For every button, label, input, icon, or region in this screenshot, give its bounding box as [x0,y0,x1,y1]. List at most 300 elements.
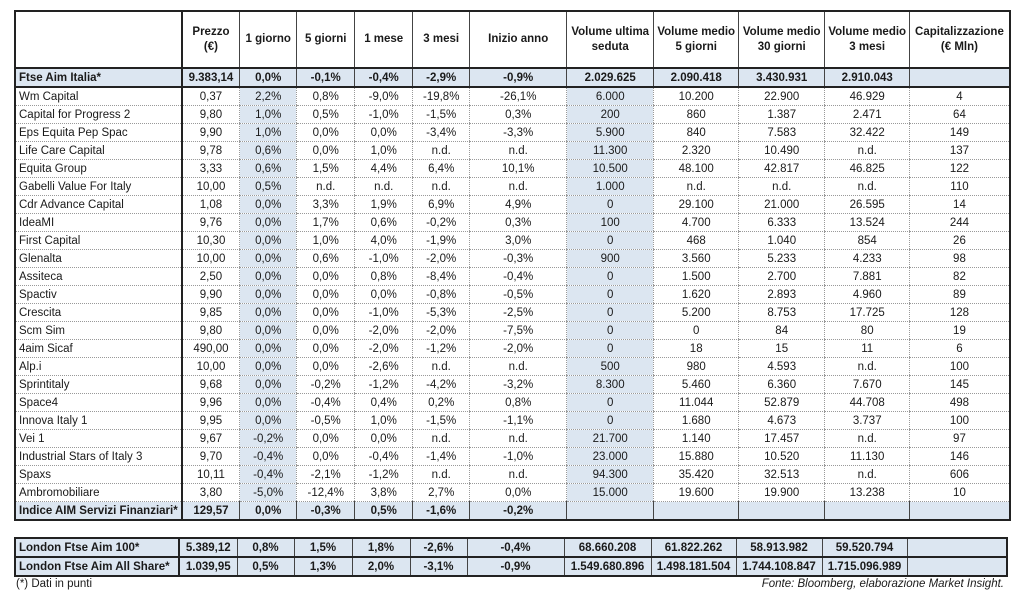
cell-capitalizzazione: 100 [910,412,1010,430]
cell-prezzo: 2,50 [182,268,240,286]
cell-inizio-anno: n.d. [470,358,567,376]
cell-volume-medio-3-mesi: 2.910.043 [825,68,910,87]
table-row [15,106,1010,124]
cell-inizio-anno: 0,0% [470,484,567,502]
cell-3-mesi: -3,4% [413,124,470,142]
cell-5-giorni: -0,5% [297,412,355,430]
cell-volume-medio-3-mesi: n.d. [825,178,910,196]
footnote: (*) Dati in punti [16,578,93,590]
cell-volume-ultima-seduta: 0 [567,394,654,412]
cell-prezzo: 9,68 [182,376,240,394]
table-row [15,394,1010,412]
table-row [15,376,1010,394]
cell-1-mese: -0,4% [355,68,413,87]
cell-name: 4aim Sicaf [15,340,182,358]
cell-inizio-anno: -0,5% [470,286,567,304]
cell-1-giorno: 0,0% [240,502,297,521]
cell-name: Spaxs [15,466,182,484]
cell-prezzo: 9,67 [182,430,240,448]
cell-inizio-anno: -1,0% [470,448,567,466]
cell-1-giorno: -0,2% [240,430,297,448]
cell-1-mese: 0,0% [355,124,413,142]
cell-3-mesi: -8,4% [413,268,470,286]
london-indices-table [14,537,1008,577]
cell-3-mesi: -2,9% [413,68,470,87]
header-inizio-anno: Inizio anno [470,11,567,68]
cell-5-giorni: 1,3% [294,557,352,576]
cell-volume-ultima-seduta: 100 [567,214,654,232]
cell-capitalizzazione: 97 [910,430,1010,448]
cell-5-giorni: -0,1% [297,68,355,87]
cell-volume-medio-5-giorni: 61.822.262 [651,538,736,557]
cell-5-giorni: 0,0% [297,268,355,286]
cell-name: Equita Group [15,160,182,178]
cell-1-giorno: 0,0% [240,214,297,232]
cell-volume-ultima-seduta: 6.000 [567,87,654,106]
cell-inizio-anno: -0,4% [470,268,567,286]
cell-volume-ultima-seduta: 200 [567,106,654,124]
cell-volume-medio-3-mesi: 44.708 [825,394,910,412]
cell-volume-ultima-seduta: 0 [567,322,654,340]
cell-volume-medio-5-giorni: 1.500 [654,268,739,286]
header-5-giorni: 5 giorni [297,11,355,68]
cell-5-giorni: 0,5% [297,106,355,124]
cell-1-mese: 0,4% [355,394,413,412]
cell-prezzo: 10,11 [182,466,240,484]
cell-1-giorno: 1,0% [240,124,297,142]
cell-volume-medio-3-mesi: 4.233 [825,250,910,268]
cell-volume-medio-30-giorni: 2.700 [739,268,825,286]
cell-volume-medio-5-giorni: 1.498.181.504 [651,557,736,576]
cell-1-mese: 0,8% [355,268,413,286]
cell-1-giorno: 0,5% [237,557,294,576]
cell-inizio-anno: 0,3% [470,106,567,124]
cell-volume-medio-30-giorni: 7.583 [739,124,825,142]
cell-1-giorno: 0,0% [240,68,297,87]
cell-name: Glenalta [15,250,182,268]
cell-1-mese: 3,8% [355,484,413,502]
cell-volume-medio-5-giorni: 840 [654,124,739,142]
cell-capitalizzazione: 10 [910,484,1010,502]
cell-name: Scm Sim [15,322,182,340]
cell-volume-medio-30-giorni: n.d. [739,178,825,196]
cell-volume-medio-30-giorni [739,502,825,521]
cell-3-mesi: -3,1% [410,557,467,576]
cell-inizio-anno: -7,5% [470,322,567,340]
cell-capitalizzazione: 64 [910,106,1010,124]
cell-volume-medio-5-giorni: 860 [654,106,739,124]
table-row [15,286,1010,304]
cell-5-giorni: 0,6% [297,250,355,268]
cell-name: Crescita [15,304,182,322]
cell-3-mesi: -2,0% [413,322,470,340]
cell-volume-medio-5-giorni: 1.620 [654,286,739,304]
cell-prezzo: 1.039,95 [179,557,237,576]
table-row [15,484,1010,502]
cell-volume-medio-30-giorni: 3.430.931 [739,68,825,87]
cell-1-mese: -1,2% [355,466,413,484]
cell-1-mese: 1,0% [355,412,413,430]
cell-volume-ultima-seduta: 0 [567,340,654,358]
cell-volume-medio-30-giorni: 22.900 [739,87,825,106]
table-row [15,322,1010,340]
cell-5-giorni: 0,0% [297,358,355,376]
table-row [15,87,1010,106]
cell-1-giorno: 0,0% [240,250,297,268]
cell-1-giorno: 0,0% [240,196,297,214]
cell-1-giorno: -5,0% [240,484,297,502]
cell-capitalizzazione: 606 [910,466,1010,484]
cell-1-mese: 1,9% [355,196,413,214]
cell-volume-medio-5-giorni: 11.044 [654,394,739,412]
cell-volume-medio-30-giorni: 58.913.982 [736,538,822,557]
cell-volume-medio-3-mesi: 2.471 [825,106,910,124]
header-capitalizzazione: Capitalizzazione (€ Mln) [910,11,1010,68]
cell-volume-ultima-seduta: 900 [567,250,654,268]
cell-inizio-anno: -0,2% [470,502,567,521]
cell-volume-medio-5-giorni [654,502,739,521]
cell-5-giorni: 0,0% [297,124,355,142]
cell-volume-medio-30-giorni: 5.233 [739,250,825,268]
cell-capitalizzazione: 100 [910,358,1010,376]
cell-1-mese: -2,0% [355,322,413,340]
cell-volume-medio-3-mesi [825,502,910,521]
cell-capitalizzazione: 82 [910,268,1010,286]
cell-capitalizzazione [907,538,1007,557]
cell-inizio-anno: 0,8% [470,394,567,412]
aim-stocks-table [14,10,1011,521]
cell-volume-medio-30-giorni: 6.333 [739,214,825,232]
cell-prezzo: 9.383,14 [182,68,240,87]
header-3-mesi: 3 mesi [413,11,470,68]
header-1-giorno: 1 giorno [240,11,297,68]
cell-5-giorni: 0,0% [297,430,355,448]
cell-volume-medio-5-giorni: 10.200 [654,87,739,106]
cell-1-mese: n.d. [355,178,413,196]
cell-name: London Ftse Aim 100* [15,538,179,557]
cell-volume-medio-3-mesi: 32.422 [825,124,910,142]
cell-5-giorni: 1,7% [297,214,355,232]
cell-capitalizzazione: 498 [910,394,1010,412]
cell-5-giorni: 0,0% [297,340,355,358]
cell-name: IdeaMI [15,214,182,232]
cell-prezzo: 9,95 [182,412,240,430]
cell-volume-medio-5-giorni: 4.700 [654,214,739,232]
cell-volume-ultima-seduta: 15.000 [567,484,654,502]
cell-inizio-anno: n.d. [470,142,567,160]
cell-inizio-anno: n.d. [470,178,567,196]
cell-inizio-anno: -1,1% [470,412,567,430]
cell-1-giorno: 0,6% [240,160,297,178]
cell-1-mese: -1,2% [355,376,413,394]
cell-volume-medio-30-giorni: 2.893 [739,286,825,304]
cell-1-mese: 2,0% [352,557,410,576]
cell-name: First Capital [15,232,182,250]
cell-volume-medio-5-giorni: 15.880 [654,448,739,466]
cell-inizio-anno: -2,5% [470,304,567,322]
cell-prezzo: 3,80 [182,484,240,502]
table-row [15,340,1010,358]
cell-prezzo: 0,37 [182,87,240,106]
cell-volume-medio-30-giorni: 52.879 [739,394,825,412]
header-volume-medio-5-giorni: Volume medio 5 giorni [654,11,739,68]
header-volume-medio-3-mesi: Volume medio 3 mesi [825,11,910,68]
index-row [15,538,1007,557]
cell-5-giorni: 1,5% [297,160,355,178]
cell-capitalizzazione: 137 [910,142,1010,160]
cell-volume-medio-30-giorni: 17.457 [739,430,825,448]
cell-3-mesi: -0,2% [413,214,470,232]
cell-3-mesi: -1,9% [413,232,470,250]
cell-prezzo: 9,96 [182,394,240,412]
cell-5-giorni: 0,0% [297,286,355,304]
cell-volume-medio-5-giorni: 2.320 [654,142,739,160]
table-row [15,232,1010,250]
cell-volume-medio-3-mesi: n.d. [825,430,910,448]
cell-3-mesi: n.d. [413,178,470,196]
header-prezzo: Prezzo (€) [182,11,240,68]
cell-name: Ftse Aim Italia* [15,68,182,87]
cell-volume-ultima-seduta: 21.700 [567,430,654,448]
cell-prezzo: 9,80 [182,106,240,124]
cell-volume-medio-5-giorni: 18 [654,340,739,358]
cell-3-mesi: 0,2% [413,394,470,412]
cell-volume-medio-3-mesi: 854 [825,232,910,250]
cell-prezzo: 9,70 [182,448,240,466]
cell-1-giorno: 0,0% [240,412,297,430]
cell-prezzo: 9,76 [182,214,240,232]
cell-inizio-anno: -0,9% [470,68,567,87]
cell-volume-ultima-seduta: 1.000 [567,178,654,196]
table-row [15,304,1010,322]
cell-volume-medio-30-giorni: 21.000 [739,196,825,214]
cell-5-giorni: -2,1% [297,466,355,484]
cell-volume-medio-3-mesi: 11 [825,340,910,358]
cell-inizio-anno: 4,9% [470,196,567,214]
cell-volume-medio-30-giorni: 10.520 [739,448,825,466]
cell-prezzo: 9,90 [182,124,240,142]
cell-1-mese: -9,0% [355,87,413,106]
cell-5-giorni: n.d. [297,178,355,196]
cell-3-mesi: -2,6% [410,538,467,557]
cell-volume-medio-5-giorni: 468 [654,232,739,250]
cell-name: Assiteca [15,268,182,286]
cell-3-mesi: -0,8% [413,286,470,304]
header-1-mese: 1 mese [355,11,413,68]
cell-capitalizzazione: 98 [910,250,1010,268]
cell-volume-medio-3-mesi: n.d. [825,466,910,484]
cell-3-mesi: n.d. [413,466,470,484]
cell-prezzo: 10,30 [182,232,240,250]
cell-volume-medio-3-mesi: n.d. [825,358,910,376]
cell-volume-medio-30-giorni: 4.673 [739,412,825,430]
cell-3-mesi: 6,4% [413,160,470,178]
cell-3-mesi: n.d. [413,358,470,376]
cell-1-mese: 4,0% [355,232,413,250]
cell-name: Capital for Progress 2 [15,106,182,124]
cell-prezzo: 5.389,12 [179,538,237,557]
cell-volume-medio-30-giorni: 1.040 [739,232,825,250]
cell-volume-ultima-seduta: 10.500 [567,160,654,178]
cell-volume-medio-30-giorni: 4.593 [739,358,825,376]
cell-1-giorno: -0,4% [240,466,297,484]
table-row [15,466,1010,484]
cell-inizio-anno: 0,3% [470,214,567,232]
cell-volume-ultima-seduta: 0 [567,286,654,304]
cell-5-giorni: 1,5% [294,538,352,557]
cell-inizio-anno: n.d. [470,430,567,448]
cell-3-mesi: -19,8% [413,87,470,106]
cell-prezzo: 490,00 [182,340,240,358]
cell-3-mesi: -1,5% [413,412,470,430]
cell-name: Vei 1 [15,430,182,448]
cell-3-mesi: -1,4% [413,448,470,466]
table-row [15,214,1010,232]
cell-prezzo: 3,33 [182,160,240,178]
cell-volume-medio-3-mesi: 4.960 [825,286,910,304]
cell-name: Cdr Advance Capital [15,196,182,214]
cell-1-mese: 0,0% [355,286,413,304]
cell-volume-medio-30-giorni: 1.387 [739,106,825,124]
cell-1-mese: 0,5% [355,502,413,521]
cell-inizio-anno: -3,2% [470,376,567,394]
cell-1-giorno: 1,0% [240,106,297,124]
cell-3-mesi: n.d. [413,430,470,448]
cell-volume-medio-3-mesi: 11.130 [825,448,910,466]
cell-1-giorno: 0,0% [240,322,297,340]
table-row [15,412,1010,430]
cell-volume-ultima-seduta: 0 [567,232,654,250]
cell-name: Life Care Capital [15,142,182,160]
cell-1-giorno: 0,0% [240,376,297,394]
cell-volume-ultima-seduta [567,502,654,521]
table-row [15,160,1010,178]
cell-volume-medio-30-giorni: 6.360 [739,376,825,394]
cell-inizio-anno: -0,9% [467,557,564,576]
cell-5-giorni: -0,4% [297,394,355,412]
source-note: Fonte: Bloomberg, elaborazione Market Insight. [761,578,1004,590]
cell-3-mesi: n.d. [413,142,470,160]
cell-name: Sprintitaly [15,376,182,394]
cell-volume-medio-5-giorni: 5.460 [654,376,739,394]
cell-prezzo: 9,85 [182,304,240,322]
cell-volume-medio-3-mesi: 46.929 [825,87,910,106]
cell-capitalizzazione: 26 [910,232,1010,250]
cell-5-giorni: 0,0% [297,142,355,160]
cell-volume-medio-3-mesi: 26.595 [825,196,910,214]
cell-name: Ambromobiliare [15,484,182,502]
cell-volume-medio-5-giorni: 19.600 [654,484,739,502]
cell-capitalizzazione [907,557,1007,576]
cell-volume-medio-3-mesi: 80 [825,322,910,340]
cell-volume-medio-3-mesi: 7.881 [825,268,910,286]
cell-inizio-anno: -0,3% [470,250,567,268]
cell-1-giorno: 0,0% [240,340,297,358]
cell-1-mese: 1,8% [352,538,410,557]
cell-volume-ultima-seduta: 0 [567,268,654,286]
cell-volume-ultima-seduta: 0 [567,304,654,322]
cell-volume-medio-3-mesi: 3.737 [825,412,910,430]
cell-prezzo: 9,90 [182,286,240,304]
cell-capitalizzazione: 146 [910,448,1010,466]
cell-1-giorno: 0,0% [240,304,297,322]
cell-1-mese: -1,0% [355,106,413,124]
cell-3-mesi: -1,6% [413,502,470,521]
cell-volume-ultima-seduta: 5.900 [567,124,654,142]
cell-volume-ultima-seduta: 8.300 [567,376,654,394]
cell-5-giorni: -12,4% [297,484,355,502]
cell-prezzo: 9,80 [182,322,240,340]
cell-name: Wm Capital [15,87,182,106]
cell-5-giorni: -0,3% [297,502,355,521]
cell-1-mese: -2,6% [355,358,413,376]
cell-1-giorno: 0,0% [240,358,297,376]
cell-volume-medio-30-giorni: 32.513 [739,466,825,484]
cell-capitalizzazione: 122 [910,160,1010,178]
cell-capitalizzazione: 4 [910,87,1010,106]
cell-volume-ultima-seduta: 0 [567,412,654,430]
cell-3-mesi: -5,3% [413,304,470,322]
cell-name: Alp.i [15,358,182,376]
table-row [15,142,1010,160]
cell-3-mesi: -1,2% [413,340,470,358]
cell-prezzo: 10,00 [182,178,240,196]
cell-1-mese: 0,6% [355,214,413,232]
cell-capitalizzazione: 128 [910,304,1010,322]
table-row [15,124,1010,142]
cell-prezzo: 10,00 [182,250,240,268]
cell-capitalizzazione: 244 [910,214,1010,232]
cell-volume-medio-3-mesi: 17.725 [825,304,910,322]
cell-volume-medio-5-giorni: 5.200 [654,304,739,322]
cell-1-mese: -2,0% [355,340,413,358]
cell-3-mesi: -1,5% [413,106,470,124]
index-row [15,68,1010,87]
cell-name: Indice AIM Servizi Finanziari* [15,502,182,521]
cell-volume-medio-3-mesi: 7.670 [825,376,910,394]
cell-volume-medio-3-mesi: 13.238 [825,484,910,502]
cell-name: Gabelli Value For Italy [15,178,182,196]
cell-1-giorno: 0,5% [240,178,297,196]
cell-prezzo: 10,00 [182,358,240,376]
cell-volume-medio-3-mesi: 1.715.096.989 [822,557,907,576]
cell-prezzo: 9,78 [182,142,240,160]
table-row [15,250,1010,268]
cell-1-giorno: 0,0% [240,232,297,250]
cell-capitalizzazione: 14 [910,196,1010,214]
cell-3-mesi: -2,0% [413,250,470,268]
cell-name: Eps Equita Pep Spac [15,124,182,142]
cell-name: Spactiv [15,286,182,304]
cell-5-giorni: 0,0% [297,448,355,466]
cell-volume-medio-30-giorni: 15 [739,340,825,358]
cell-volume-medio-30-giorni: 10.490 [739,142,825,160]
cell-volume-medio-3-mesi: n.d. [825,142,910,160]
cell-volume-medio-5-giorni: 29.100 [654,196,739,214]
index-row [15,502,1010,521]
cell-volume-medio-30-giorni: 8.753 [739,304,825,322]
cell-1-mese: -1,0% [355,250,413,268]
index-row [15,557,1007,576]
header-volume-ultima-seduta: Volume ultima seduta [567,11,654,68]
cell-3-mesi: 2,7% [413,484,470,502]
cell-capitalizzazione: 6 [910,340,1010,358]
cell-3-mesi: -4,2% [413,376,470,394]
cell-inizio-anno: -2,0% [470,340,567,358]
table-row [15,196,1010,214]
cell-volume-ultima-seduta: 23.000 [567,448,654,466]
cell-5-giorni: 1,0% [297,232,355,250]
